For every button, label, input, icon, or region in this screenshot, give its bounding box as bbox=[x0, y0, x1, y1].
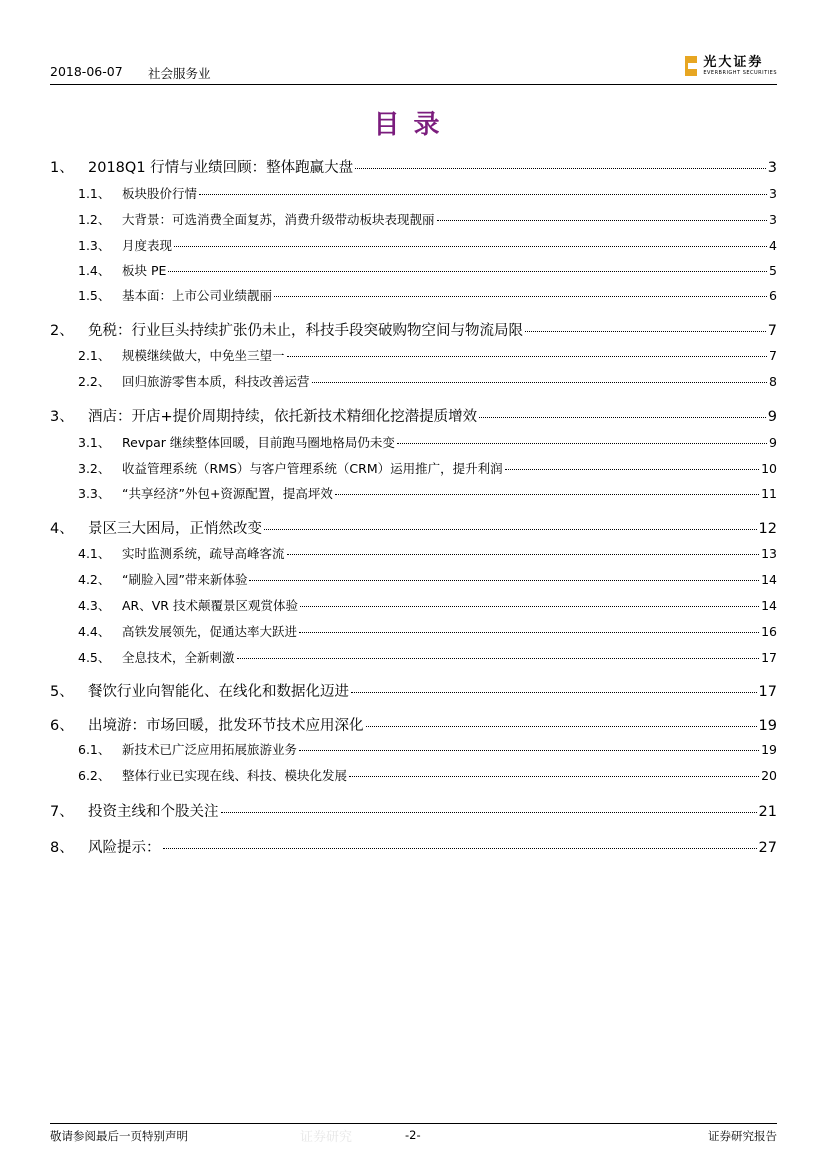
toc-entry-text: 大背景：可选消费全面复苏，消费升级带动板块表现靓丽 bbox=[122, 212, 435, 227]
toc-dot-leader bbox=[437, 220, 768, 221]
logo-name-cn: 光大证券 bbox=[703, 55, 764, 70]
toc-entry-number: 3.2、 bbox=[78, 461, 111, 476]
toc-entry-number: 1.1、 bbox=[78, 186, 111, 201]
company-logo bbox=[685, 54, 777, 78]
industry-label: 社会服务业 bbox=[148, 66, 211, 81]
toc-dot-leader bbox=[479, 417, 766, 418]
toc-entry-number: 8、 bbox=[50, 840, 74, 856]
toc-entry-page: 16 bbox=[761, 624, 777, 639]
toc-entry-text: 板块股价行情 bbox=[122, 186, 198, 201]
toc-entry-page: 10 bbox=[761, 461, 777, 476]
page-footer bbox=[50, 1128, 777, 1146]
toc-entry-page: 7 bbox=[767, 323, 777, 339]
toc-entry-text: 全息技术，全新刺激 bbox=[122, 650, 235, 665]
toc-entry-number: 4.3、 bbox=[78, 598, 111, 613]
logo-name-en: EVERBRIGHT SECURITIES bbox=[703, 70, 777, 76]
toc-entry-page: 17 bbox=[758, 684, 777, 700]
toc-entry-text: AR、VR 技术颠覆景区观赏体验 bbox=[122, 598, 298, 613]
toc-entry-page: 21 bbox=[758, 804, 777, 820]
watermark: 证券研究 bbox=[300, 1130, 353, 1145]
toc-entry-page: 9 bbox=[767, 409, 777, 425]
toc-entry-number: 6.2、 bbox=[78, 768, 111, 783]
toc-section-entry[interactable] bbox=[50, 836, 777, 857]
toc-subsection-entry[interactable] bbox=[50, 261, 777, 279]
toc-entry-text: 收益管理系统（RMS）与客户管理系统（CRM）运用推广，提升利润 bbox=[122, 461, 503, 476]
toc-dot-leader bbox=[355, 168, 766, 169]
toc-dot-leader bbox=[163, 848, 757, 849]
toc-dot-leader bbox=[312, 382, 768, 383]
toc-entry-number: 1.2、 bbox=[78, 212, 111, 227]
toc-subsection-entry[interactable] bbox=[50, 286, 777, 304]
toc-dot-leader bbox=[287, 356, 768, 357]
page-header bbox=[50, 50, 777, 82]
toc-section-entry[interactable] bbox=[50, 680, 777, 701]
toc-dot-leader bbox=[264, 529, 757, 530]
toc-dot-leader bbox=[274, 296, 767, 297]
toc-subsection-entry[interactable] bbox=[50, 570, 777, 588]
toc-entry-text: 回归旅游零售本质，科技改善运营 bbox=[122, 374, 310, 389]
toc-dot-leader bbox=[221, 812, 757, 813]
header-divider bbox=[50, 84, 777, 85]
toc-entry-text: 风险提示： bbox=[88, 840, 161, 856]
toc-subsection-entry[interactable] bbox=[50, 484, 777, 502]
toc-entry-number: 4.5、 bbox=[78, 650, 111, 665]
toc-entry-page: 17 bbox=[761, 650, 777, 665]
toc-entry-text: “刷脸入园”带来新体验 bbox=[122, 572, 248, 587]
toc-entry-text: 高铁发展领先，促通达率大跃进 bbox=[122, 624, 298, 639]
toc-entry-page: 14 bbox=[761, 572, 777, 587]
toc-entry-page: 14 bbox=[761, 598, 777, 613]
toc-dot-leader bbox=[349, 776, 759, 777]
toc-entry-number: 2.2、 bbox=[78, 374, 111, 389]
toc-subsection-entry[interactable] bbox=[50, 433, 777, 451]
toc-section-entry[interactable] bbox=[50, 714, 777, 735]
disclaimer-note: 敬请参阅最后一页特别声明 bbox=[50, 1129, 188, 1143]
toc-entry-text: 规模继续做大，中免坐三望一 bbox=[122, 348, 285, 363]
toc-entry-number: 2、 bbox=[50, 323, 74, 339]
toc-subsection-entry[interactable] bbox=[50, 346, 777, 364]
toc-section-entry[interactable] bbox=[50, 319, 777, 340]
toc-entry-page: 11 bbox=[761, 486, 777, 501]
toc-entry-text: Revpar 继续整体回暖，目前跑马圈地格局仍未变 bbox=[122, 435, 395, 450]
toc-entry-page: 3 bbox=[769, 186, 777, 201]
toc-dot-leader bbox=[168, 271, 767, 272]
toc-entry-text: 景区三大困局，正悄然改变 bbox=[88, 521, 262, 537]
toc-dot-leader bbox=[174, 246, 767, 247]
toc-subsection-entry[interactable] bbox=[50, 740, 777, 758]
toc-entry-page: 6 bbox=[769, 288, 777, 303]
toc-entry-page: 5 bbox=[769, 263, 777, 278]
toc-entry-text: 餐饮行业向智能化、在线化和数据化迈进 bbox=[88, 684, 349, 700]
toc-entry-text: 板块 PE bbox=[122, 263, 167, 278]
toc-dot-leader bbox=[366, 726, 757, 727]
toc-subsection-entry[interactable] bbox=[50, 459, 777, 477]
toc-entry-text: 2018Q1 行情与业绩回顾：整体跑赢大盘 bbox=[88, 160, 354, 176]
report-type: 证券研究报告 bbox=[708, 1129, 777, 1143]
toc-entry-text: 新技术已广泛应用拓展旅游业务 bbox=[122, 742, 298, 757]
toc-section-entry[interactable] bbox=[50, 800, 777, 821]
toc-dot-leader bbox=[237, 658, 760, 659]
toc-entry-text: 酒店：开店+提价周期持续，依托新技术精细化挖潜提质增效 bbox=[88, 409, 478, 425]
toc-subsection-entry[interactable] bbox=[50, 622, 777, 640]
toc-entry-page: 4 bbox=[769, 238, 777, 253]
toc-entry-text: 整体行业已实现在线、科技、模块化发展 bbox=[122, 768, 348, 783]
toc-dot-leader bbox=[300, 606, 759, 607]
toc-entry-number: 4.1、 bbox=[78, 546, 111, 561]
toc-dot-leader bbox=[287, 554, 760, 555]
toc-subsection-entry[interactable] bbox=[50, 236, 777, 254]
toc-subsection-entry[interactable] bbox=[50, 648, 777, 666]
toc-entry-page: 27 bbox=[758, 840, 777, 856]
toc-entry-page: 19 bbox=[761, 742, 777, 757]
toc-entry-number: 6、 bbox=[50, 718, 74, 734]
toc-dot-leader bbox=[199, 194, 767, 195]
toc-entry-page: 12 bbox=[758, 521, 777, 537]
toc-entry-number: 4.4、 bbox=[78, 624, 111, 639]
toc-subsection-entry[interactable] bbox=[50, 766, 777, 784]
toc-subsection-entry[interactable] bbox=[50, 596, 777, 614]
toc-subsection-entry[interactable] bbox=[50, 372, 777, 390]
toc-entry-number: 2.1、 bbox=[78, 348, 111, 363]
toc-entry-page: 3 bbox=[769, 212, 777, 227]
toc-entry-number: 3.3、 bbox=[78, 486, 111, 501]
toc-entry-number: 1、 bbox=[50, 160, 74, 176]
footer-divider bbox=[50, 1123, 777, 1124]
toc-dot-leader bbox=[299, 750, 759, 751]
toc-entry-number: 3、 bbox=[50, 409, 74, 425]
toc-entry-number: 1.5、 bbox=[78, 288, 111, 303]
toc-dot-leader bbox=[335, 494, 759, 495]
toc-entry-text: 免税：行业巨头持续扩张仍未止，科技手段突破购物空间与物流局限 bbox=[88, 323, 523, 339]
toc-entry-number: 6.1、 bbox=[78, 742, 111, 757]
toc-entry-number: 1.3、 bbox=[78, 238, 111, 253]
toc-entry-page: 20 bbox=[761, 768, 777, 783]
toc-entry-number: 5、 bbox=[50, 684, 74, 700]
toc-entry-page: 19 bbox=[758, 718, 777, 734]
toc-dot-leader bbox=[351, 692, 757, 693]
toc-entry-number: 4、 bbox=[50, 521, 74, 537]
toc-dot-leader bbox=[397, 443, 767, 444]
toc-entry-number: 1.4、 bbox=[78, 263, 111, 278]
toc-entry-text: 投资主线和个股关注 bbox=[88, 804, 219, 820]
toc-entry-text: 基本面：上市公司业绩靓丽 bbox=[122, 288, 273, 303]
toc-subsection-entry[interactable] bbox=[50, 544, 777, 562]
report-date: 2018-06-07 bbox=[50, 64, 123, 79]
toc-section-entry[interactable] bbox=[50, 517, 777, 538]
toc-dot-leader bbox=[505, 469, 759, 470]
toc-entry-text: 出境游：市场回暖，批发环节技术应用深化 bbox=[88, 718, 364, 734]
toc-entry-text: 实时监测系统，疏导高峰客流 bbox=[122, 546, 285, 561]
toc-entry-number: 3.1、 bbox=[78, 435, 111, 450]
toc-title: 目录 bbox=[373, 110, 454, 140]
toc-dot-leader bbox=[249, 580, 759, 581]
toc-subsection-entry[interactable] bbox=[50, 210, 777, 228]
toc-entry-text: “共享经济”外包+资源配置，提高坪效 bbox=[122, 486, 333, 501]
toc-dot-leader bbox=[299, 632, 759, 633]
toc-entry-page: 13 bbox=[761, 546, 777, 561]
toc-entry-page: 3 bbox=[767, 160, 777, 176]
toc-section-entry[interactable] bbox=[50, 156, 777, 177]
toc-dot-leader bbox=[525, 331, 766, 332]
toc-entry-text: 月度表现 bbox=[122, 238, 173, 253]
toc-entry-number: 4.2、 bbox=[78, 572, 111, 587]
logo-icon bbox=[685, 56, 697, 76]
toc-entry-page: 7 bbox=[769, 348, 777, 363]
toc-entry-page: 9 bbox=[769, 435, 777, 450]
toc-entry-number: 7、 bbox=[50, 804, 74, 820]
page-number: -2- bbox=[405, 1128, 421, 1142]
toc-section-entry[interactable] bbox=[50, 405, 777, 426]
toc-subsection-entry[interactable] bbox=[50, 184, 777, 202]
toc-entry-page: 8 bbox=[769, 374, 777, 389]
